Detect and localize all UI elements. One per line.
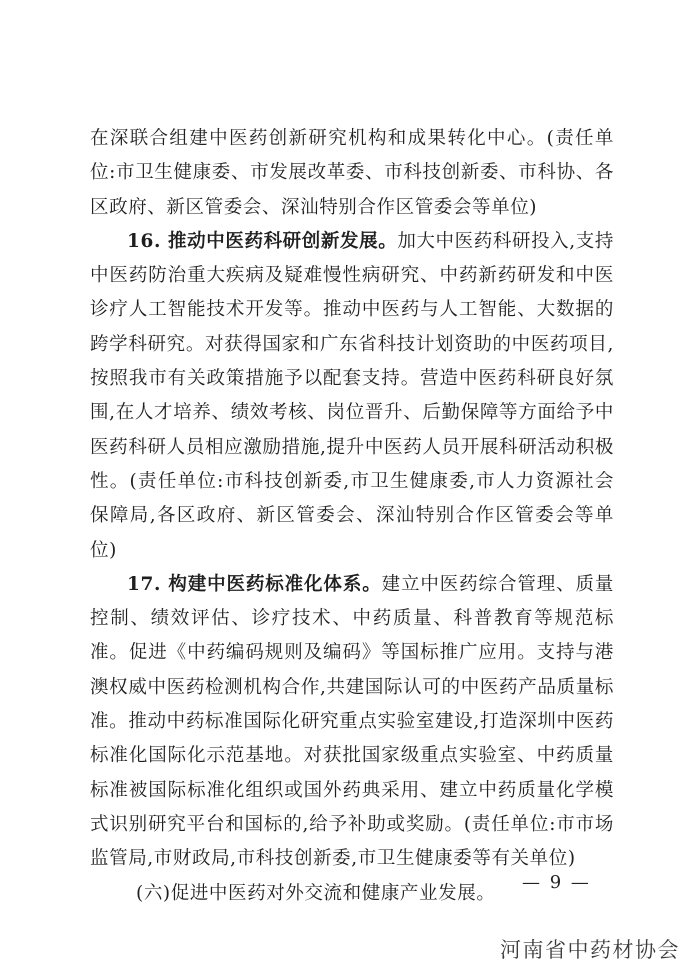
item-17-heading: 17. 构建中医药标准化体系。 (127, 573, 382, 595)
paragraph-item-16 (90, 225, 614, 568)
item-17-body: 建立中医药综合管理、质量控制、绩效评估、诊疗技术、中药质量、科普教育等规范标准。促进《中药编码规则及编码》等国标推广应用。支持与港澳权威中医药检测机构合作,共建国际认可的中医药产品质量标准。推动中药标准国际化研究重点实验室建设,打造深圳中医药标准化国际化示范基地。对获批国家级重点实验室、中药质量标准被国际标准化组织或国外药典采用、建立中药质量化学模式识别研究平台和国标的,给予补助或奖励。(责任单位:市市场监管局,市财政局,市科技创新委,市卫生健康委等有关单位) (90, 573, 614, 870)
paragraph-continuation (90, 122, 614, 225)
paragraph-continuation-text: 在深联合组建中医药创新研究机构和成果转化中心。(责任单位:市卫生健康委、市发展改革委、市科技创新委、市科协、各区政府、新区管委会、深汕特别合作区管委会等单位) (90, 128, 614, 218)
section-heading-six-text: (六)促进中医药对外交流和健康产业发展。 (136, 882, 496, 904)
item-16-body: 加大中医药科研投入,支持中医药防治重大疾病及疑难慢性病研究、中药新药研发和中医诊疗人工智能技术开发等。推动中医药与人工智能、大数据的跨学科研究。对获得国家和广东省科技计划资助的中医药项目,按照我市有关政策措施予以配套支持。营造中医药科研良好氛围,在人才培养、绩效考核、岗位晋升、后勤保障等方面给予中医药科研人员相应激励措施,提升中医药人员开展科研活动积极性。(责任单位:市科技创新委,市卫生健康委,市人力资源社会保障局,各区政府、新区管委会、深汕特别合作区管委会等单位) (90, 230, 614, 561)
page-number: — 9 — (522, 872, 591, 893)
watermark-text: 河南省中药材协会 (500, 938, 680, 962)
document-body (90, 122, 614, 911)
paragraph-item-17 (90, 568, 614, 877)
item-16-heading: 16. 推动中医药科研创新发展。 (127, 230, 398, 252)
